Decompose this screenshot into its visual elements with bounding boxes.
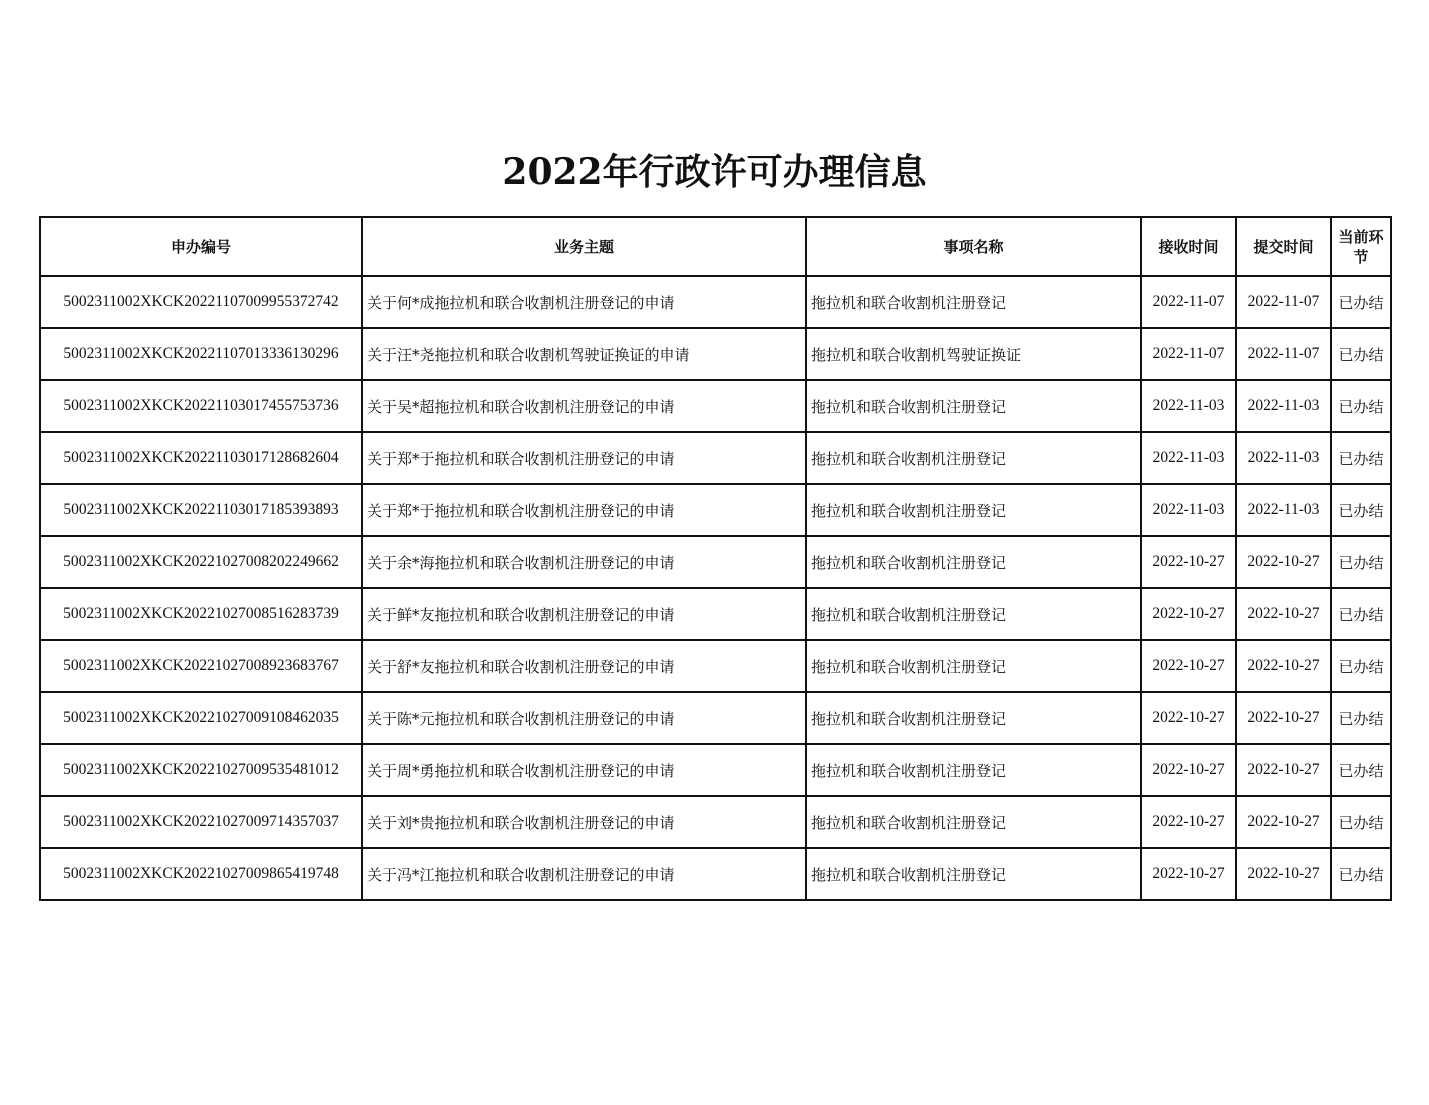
cell-id: 5002311002XKCK20221103017128682604: [40, 432, 362, 484]
cell-item: 拖拉机和联合收割机注册登记: [806, 484, 1141, 536]
cell-stage: 已办结: [1331, 328, 1391, 380]
cell-item: 拖拉机和联合收割机注册登记: [806, 640, 1141, 692]
cell-stage: 已办结: [1331, 588, 1391, 640]
cell-subject: 关于吴*超拖拉机和联合收割机注册登记的申请: [362, 380, 806, 432]
page-title: 2022年行政许可办理信息: [502, 151, 927, 193]
cell-item: 拖拉机和联合收割机注册登记: [806, 692, 1141, 744]
cell-subject: 关于鲜*友拖拉机和联合收割机注册登记的申请: [362, 588, 806, 640]
cell-received: 2022-10-27: [1141, 848, 1236, 900]
cell-stage: 已办结: [1331, 640, 1391, 692]
cell-subject: 关于何*成拖拉机和联合收割机注册登记的申请: [362, 276, 806, 328]
cell-received: 2022-11-07: [1141, 328, 1236, 380]
table-row: [40, 588, 1391, 640]
cell-received: 2022-10-27: [1141, 796, 1236, 848]
cell-subject: 关于刘*贵拖拉机和联合收割机注册登记的申请: [362, 796, 806, 848]
cell-submitted: 2022-10-27: [1236, 536, 1331, 588]
cell-id: 5002311002XKCK20221027008516283739: [40, 588, 362, 640]
cell-received: 2022-10-27: [1141, 744, 1236, 796]
cell-submitted: 2022-10-27: [1236, 744, 1331, 796]
cell-item: 拖拉机和联合收割机注册登记: [806, 276, 1141, 328]
cell-received: 2022-10-27: [1141, 536, 1236, 588]
cell-subject: 关于冯*江拖拉机和联合收割机注册登记的申请: [362, 848, 806, 900]
cell-id: 5002311002XKCK20221103017185393893: [40, 484, 362, 536]
cell-item: 拖拉机和联合收割机注册登记: [806, 432, 1141, 484]
cell-stage: 已办结: [1331, 796, 1391, 848]
cell-submitted: 2022-11-03: [1236, 432, 1331, 484]
cell-submitted: 2022-10-27: [1236, 692, 1331, 744]
cell-id: 5002311002XKCK20221107013336130296: [40, 328, 362, 380]
cell-subject: 关于陈*元拖拉机和联合收割机注册登记的申请: [362, 692, 806, 744]
cell-item: 拖拉机和联合收割机注册登记: [806, 380, 1141, 432]
cell-subject: 关于郑*于拖拉机和联合收割机注册登记的申请: [362, 484, 806, 536]
table-row: [40, 796, 1391, 848]
cell-received: 2022-11-03: [1141, 484, 1236, 536]
cell-subject: 关于舒*友拖拉机和联合收割机注册登记的申请: [362, 640, 806, 692]
table-row: [40, 536, 1391, 588]
table-row: [40, 276, 1391, 328]
permits-table: [39, 216, 1392, 901]
table-row: [40, 744, 1391, 796]
cell-received: 2022-11-03: [1141, 380, 1236, 432]
header-received: 接收时间: [1141, 217, 1236, 276]
cell-submitted: 2022-11-07: [1236, 328, 1331, 380]
cell-stage: 已办结: [1331, 276, 1391, 328]
cell-submitted: 2022-11-07: [1236, 276, 1331, 328]
table-row: [40, 640, 1391, 692]
cell-item: 拖拉机和联合收割机注册登记: [806, 848, 1141, 900]
cell-id: 5002311002XKCK20221107009955372742: [40, 276, 362, 328]
cell-id: 5002311002XKCK20221027009865419748: [40, 848, 362, 900]
cell-stage: 已办结: [1331, 692, 1391, 744]
cell-submitted: 2022-10-27: [1236, 796, 1331, 848]
cell-received: 2022-11-07: [1141, 276, 1236, 328]
header-submitted: 提交时间: [1236, 217, 1331, 276]
cell-subject: 关于周*勇拖拉机和联合收割机注册登记的申请: [362, 744, 806, 796]
cell-submitted: 2022-10-27: [1236, 848, 1331, 900]
table-row: [40, 692, 1391, 744]
cell-item: 拖拉机和联合收割机注册登记: [806, 588, 1141, 640]
cell-id: 5002311002XKCK20221027009714357037: [40, 796, 362, 848]
cell-subject: 关于余*海拖拉机和联合收割机注册登记的申请: [362, 536, 806, 588]
header-stage: 当前环节: [1331, 217, 1391, 276]
cell-item: 拖拉机和联合收割机驾驶证换证: [806, 328, 1141, 380]
cell-subject: 关于郑*于拖拉机和联合收割机注册登记的申请: [362, 432, 806, 484]
header-item: 事项名称: [806, 217, 1141, 276]
cell-submitted: 2022-10-27: [1236, 640, 1331, 692]
cell-stage: 已办结: [1331, 380, 1391, 432]
cell-id: 5002311002XKCK20221027009108462035: [40, 692, 362, 744]
cell-id: 5002311002XKCK20221027009535481012: [40, 744, 362, 796]
header-id: 申办编号: [40, 217, 362, 276]
cell-submitted: 2022-10-27: [1236, 588, 1331, 640]
table-row: [40, 380, 1391, 432]
cell-subject: 关于汪*尧拖拉机和联合收割机驾驶证换证的申请: [362, 328, 806, 380]
cell-received: 2022-11-03: [1141, 432, 1236, 484]
cell-item: 拖拉机和联合收割机注册登记: [806, 536, 1141, 588]
cell-stage: 已办结: [1331, 848, 1391, 900]
cell-received: 2022-10-27: [1141, 640, 1236, 692]
cell-stage: 已办结: [1331, 432, 1391, 484]
cell-id: 5002311002XKCK20221103017455753736: [40, 380, 362, 432]
cell-submitted: 2022-11-03: [1236, 380, 1331, 432]
cell-stage: 已办结: [1331, 484, 1391, 536]
table-row: [40, 848, 1391, 900]
cell-id: 5002311002XKCK20221027008202249662: [40, 536, 362, 588]
table-header-row: [40, 217, 1391, 276]
cell-received: 2022-10-27: [1141, 588, 1236, 640]
cell-stage: 已办结: [1331, 744, 1391, 796]
cell-received: 2022-10-27: [1141, 692, 1236, 744]
table-row: [40, 328, 1391, 380]
cell-id: 5002311002XKCK20221027008923683767: [40, 640, 362, 692]
cell-item: 拖拉机和联合收割机注册登记: [806, 744, 1141, 796]
cell-submitted: 2022-11-03: [1236, 484, 1331, 536]
cell-stage: 已办结: [1331, 536, 1391, 588]
table-row: [40, 432, 1391, 484]
header-subject: 业务主题: [362, 217, 806, 276]
cell-item: 拖拉机和联合收割机注册登记: [806, 796, 1141, 848]
table-row: [40, 484, 1391, 536]
